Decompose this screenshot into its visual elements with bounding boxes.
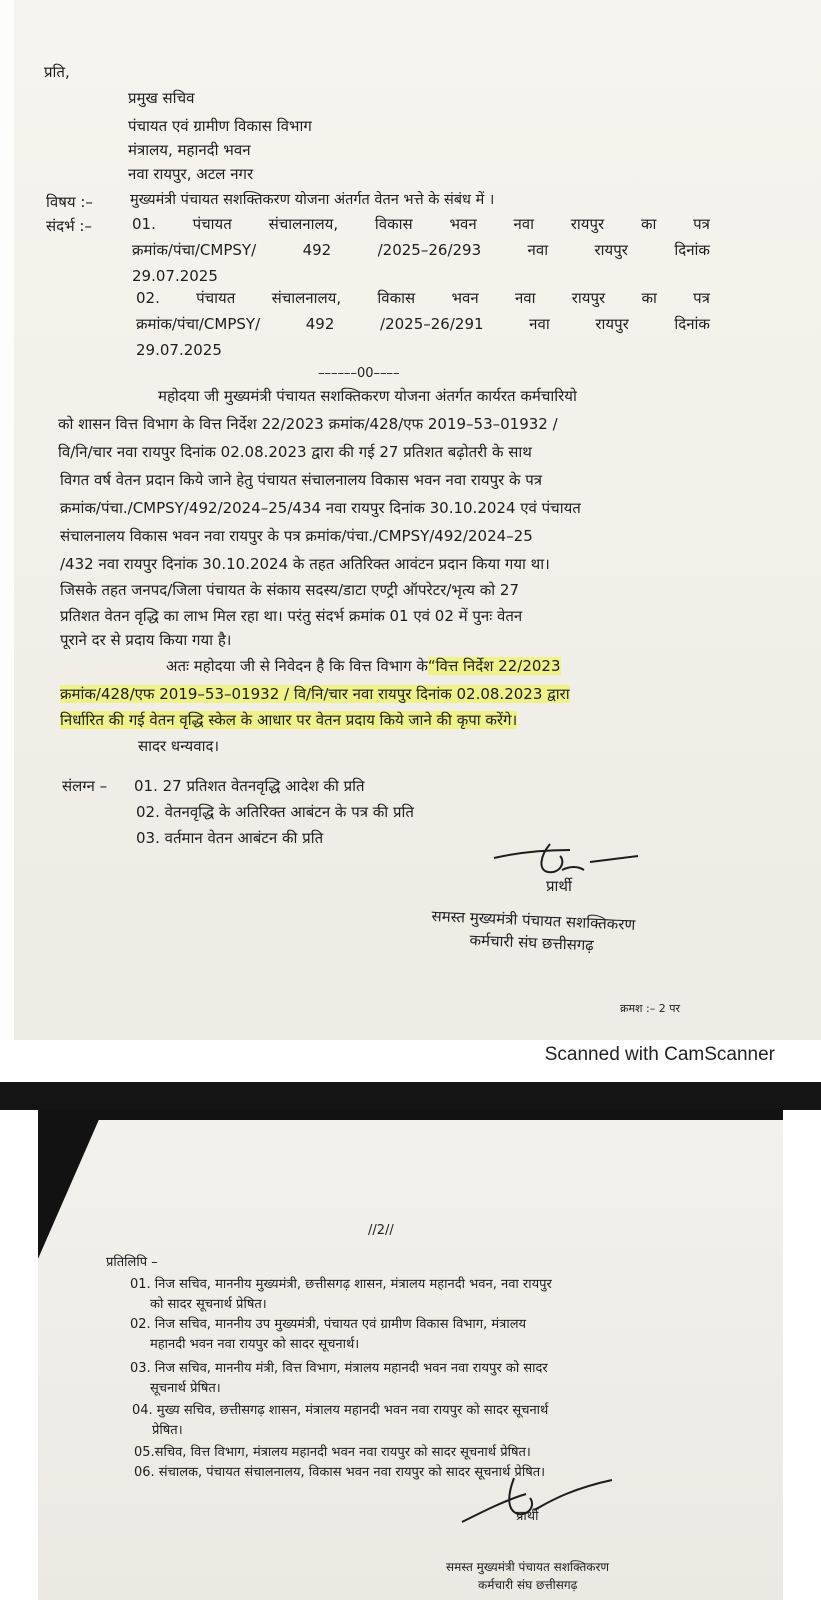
enclosure-item: 01. 27 प्रतिशत वेतनवृद्धि आदेश की प्रति <box>134 777 365 795</box>
reference-2-date: 29.07.2025 <box>136 341 222 359</box>
separator: ––––––00–––– <box>318 366 400 381</box>
sender-line: कर्मचारी संघ छत्तीसगढ़ <box>469 930 595 955</box>
body-line: /432 नवा रायपुर दिनांक 30.10.2024 के तहत अतिरिक्त आवंटन प्रदान किया गया था। <box>60 555 550 573</box>
reference-2-line-2: क्रमांक/पंचा/CMPSY/ 492 /2025–26/291 नवा रायपुर दिनांक <box>136 315 710 333</box>
copy-line: को सादर सूचनार्थ प्रेषित। <box>150 1297 267 1312</box>
reference-1-date: 29.07.2025 <box>132 267 218 285</box>
body-line: संचालनालय विकास भवन नवा रायपुर के पत्र क्रमांक/पंचा./CMPSY/492/2024–25 <box>60 527 533 545</box>
address-line: मंत्रालय, महानदी भवन <box>128 141 251 159</box>
address-line: प्रमुख सचिव <box>128 89 195 107</box>
page-marker: //2// <box>368 1223 394 1238</box>
highlighted-text: क्रमांक/428/एफ 2019–53–01932 / वि/नि/चार नवा रायपुर दिनांक 02.08.2023 द्वारा <box>60 685 570 703</box>
copy-line: 06. संचालक, पंचायत संचालनालय, विकास भवन नवा रायपुर को सादर सूचनार्थ प्रेषित। <box>134 1465 546 1480</box>
subject-label: विषय :– <box>46 193 93 211</box>
body-line: को शासन वित्त विभाग के वित्त निर्देश 22/2023 क्रमांक/428/एफ 2019–53–01932 / <box>58 415 558 433</box>
letter-page-2 <box>38 1110 783 1600</box>
body-line: जिसके तहत जनपद/जिला पंचायत के संकाय सदस्य/डाटा एण्ट्री ऑपरेटर/भृत्य को 27 <box>60 581 520 599</box>
subject-text: मुख्यमंत्री पंचायत सशक्तिकरण योजना अंतर्गत वेतन भत्ते के संबंध में । <box>130 192 495 208</box>
applicant-label: प्रार्थी <box>546 877 572 895</box>
copy-line: 04. मुख्य सचिव, छत्तीसगढ़ शासन, मंत्रालय महानदी भवन नवा रायपुर को सादर सूचनार्थ <box>132 1403 549 1418</box>
copy-line: 03. निज सचिव, माननीय मंत्री, वित्त विभाग, मंत्रालय महानदी भवन नवा रायपुर को सादर <box>130 1361 548 1376</box>
scan-shadow <box>38 1110 783 1120</box>
scanner-watermark: Scanned with CamScanner <box>544 1044 775 1065</box>
request-line <box>60 710 517 730</box>
sender-line: समस्त मुख्यमंत्री पंचायत सशक्तिकरण <box>431 906 636 934</box>
request-line <box>60 684 570 704</box>
enclosure-item: 03. वर्तमान वेतन आबंटन की प्रति <box>136 829 324 847</box>
reference-2-line-1: 02. पंचायत संचालनालय, विकास भवन नवा रायपुर का पत्र <box>136 289 710 307</box>
address-line: पंचायत एवं ग्रामीण विकास विभाग <box>128 117 312 135</box>
body-line: पूराने दर से प्रदाय किया गया है। <box>60 631 232 649</box>
body-line: क्रमांक/पंचा./CMPSY/492/2024–25/434 नवा रायपुर दिनांक 30.10.2024 एवं पंचायत <box>60 499 581 517</box>
applicant-label: प्रार्थी <box>516 1509 539 1524</box>
enclosure-label: संलग्न – <box>62 777 108 795</box>
salutation-to: प्रति, <box>44 63 70 81</box>
page-edge <box>0 0 14 1040</box>
thanks: सादर धन्यवाद। <box>138 737 220 755</box>
copy-line: महानदी भवन नवा रायपुर को सादर सूचनार्थ। <box>150 1337 360 1352</box>
body-line: प्रतिशत वेतन वृद्धि का लाभ मिल रहा था। परंतु संदर्भ क्रमांक 01 एवं 02 में पुनः वेतन <box>60 607 523 625</box>
reference-label: संदर्भ :– <box>46 217 92 235</box>
copy-line: 02. निज सचिव, माननीय उप मुख्यमंत्री, पंचायत एवं ग्रामीण विकास विभाग, मंत्रालय <box>130 1317 527 1332</box>
body-line: वि/नि/चार नवा रायपुर दिनांक 02.08.2023 द्वारा की गई 27 प्रतिशत बढ़ोतरी के साथ <box>58 443 532 461</box>
reference-1-line-2: क्रमांक/पंचा/CMPSY/ 492 /2025–26/293 नवा रायपुर दिनांक <box>132 241 710 259</box>
copy-line: 01. निज सचिव, माननीय मुख्यमंत्री, छत्तीसगढ़ शासन, मंत्रालय महानदी भवन, नवा रायपुर <box>130 1277 552 1292</box>
body-line: महोदया जी मुख्यमंत्री पंचायत सशक्तिकरण योजना अंतर्गत कार्यरत कर्मचारियो <box>158 387 577 405</box>
copy-line: सूचनार्थ प्रेषित। <box>150 1381 221 1396</box>
body-line: विगत वर्ष वेतन प्रदान किये जाने हेतु पंचायत संचालनालय विकास भवन नवा रायपुर के पत्र <box>60 471 543 489</box>
request-line: अतः महोदया जी से निवेदन है कि वित्त विभाग के“वित्त निर्देश 22/2023 <box>166 657 561 675</box>
address-line: नवा रायपुर, अटल नगर <box>128 165 254 183</box>
page-divider <box>0 1082 821 1110</box>
copy-label: प्रतिलिपि – <box>106 1255 158 1270</box>
highlighted-text: निर्धारित की गई वेतन वृद्धि स्केल के आधार पर वेतन प्रदाय किये जाने की कृपा करेंगे। <box>60 711 518 729</box>
copy-line: प्रेषित। <box>152 1423 183 1438</box>
scan-shadow-corner <box>38 1110 104 1268</box>
reference-1-line-1: 01. पंचायत संचालनालय, विकास भवन नवा रायपुर का पत्र <box>132 215 710 233</box>
sender-line: कर्मचारी संघ छत्तीसगढ़ <box>478 1578 578 1592</box>
sender-line: समस्त मुख्यमंत्री पंचायत सशक्तिकरण <box>446 1560 610 1574</box>
copy-line: 05.सचिव, वित्त विभाग, मंत्रालय महानदी भवन नवा रायपुर को सादर सूचनार्थ प्रेषित। <box>134 1445 531 1460</box>
continued-note: क्रमश :– 2 पर <box>620 1002 680 1015</box>
highlighted-text: “वित्त निर्देश 22/2023 <box>427 657 561 675</box>
enclosure-item: 02. वेतनवृद्धि के अतिरिक्त आबंटन के पत्र की प्रति <box>136 803 414 821</box>
